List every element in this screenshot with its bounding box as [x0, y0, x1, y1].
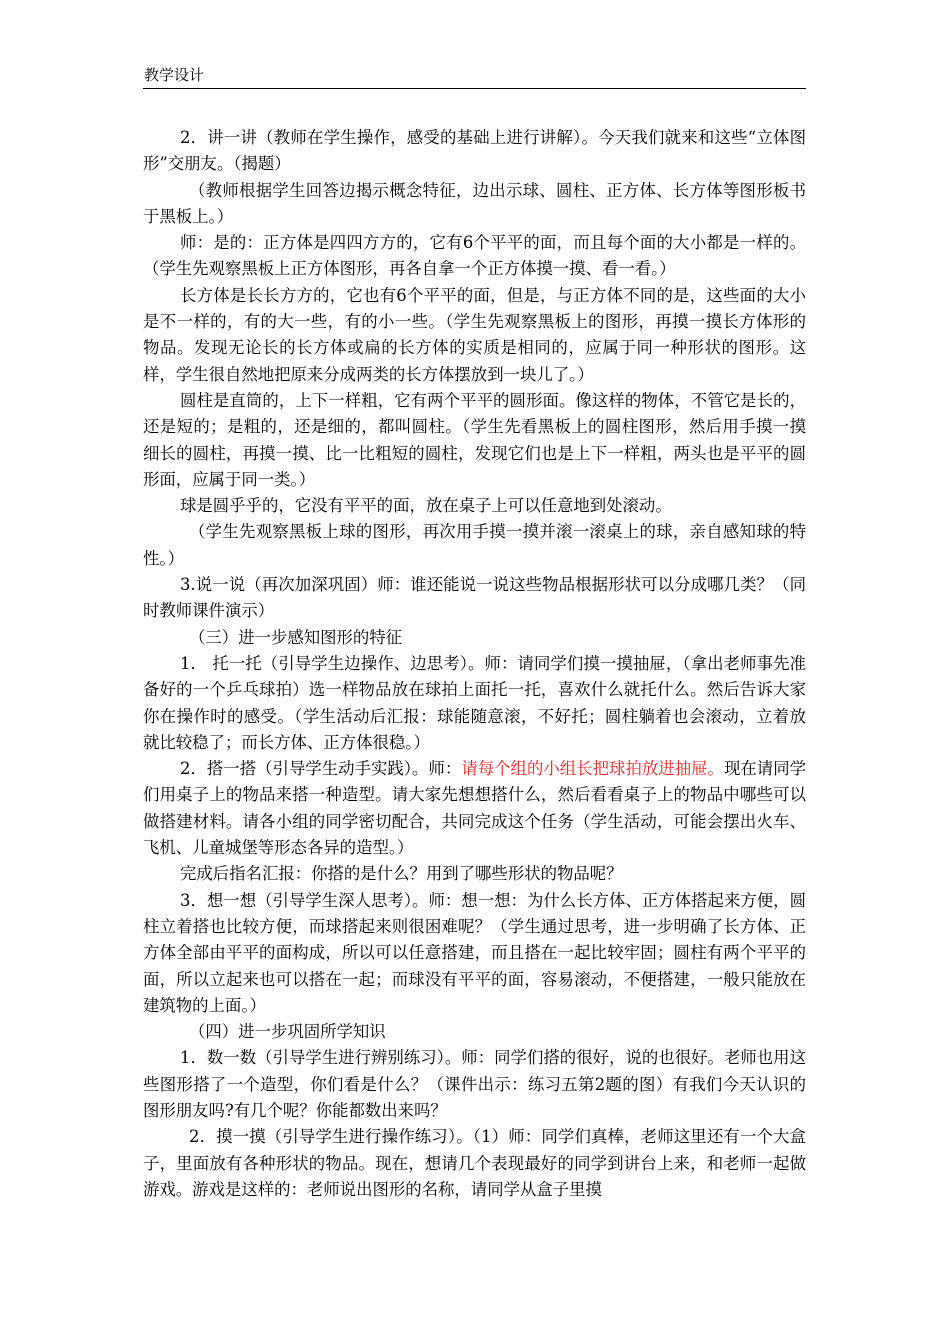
- highlighted-instruction: 请每个组的小组长把球拍放进抽屉。: [461, 759, 724, 779]
- document-body: [143, 125, 806, 1203]
- paragraph-think: 3．想一想（引导学生深人思考）。师：想一想：为什么长方体、正方体搭起来方便，圆柱立着搭也比较方便，而球搭起来则很困难呢？（学生通过思考，进一步明确了长方体、正方体全部由平平的面构成，所以可以任意搭建，而且搭在一起比较牢固；圆柱有两个平平的面，所以立起来也可以搭在一起；而球没有平平的面，容易滚动，不便搭建，一般只能放在建筑物的上面。）: [143, 890, 806, 1015]
- paragraph-sphere-activity: （学生先观察黑板上球的图形，再次用手摸一摸并滚一滚桌上的球，亲自感知球的特性。）: [143, 522, 806, 568]
- paragraph-touch: 2．摸一摸（引导学生进行操作练习）。（1）师：同学们真棒，老师这里还有一个大盒子，里面放有各种形状的物品。现在，想请几个表现最好的同学到讲台上来，和老师一起做游戏。游戏是这样的：老师说出图形的名称，请同学从盒子里摸: [143, 1127, 806, 1199]
- paragraph-cube: 师：是的：正方体是四四方方的，它有6个平平的面，而且每个面的大小都是一样的。 （学生先观察黑板上正方体图形，再各自拿一个正方体摸一摸、看一看。）: [143, 233, 806, 279]
- paragraph-cylinder: 圆柱是直筒的，上下一样粗，它有两个平平的圆形面。像这样的物体，不管它是长的，还是短的；是粗的，还是细的，都叫圆柱。（学生先看黑板上的圆柱图形，然后用手摸一摸细长的圆柱，再摸一摸、比一比粗短的圆柱，发现它们也是上下一样粗，两头也是平平的圆形面，应属于同一类。）: [143, 390, 806, 489]
- page-header: [143, 66, 806, 89]
- paragraph-build: [143, 756, 806, 861]
- build-text-before: 2．搭一搭（引导学生动手实践）。师：: [180, 759, 462, 779]
- paragraph-say: 3.说一说（再次加深巩固）师：谁还能说一说这些物品根据形状可以分成哪几类？（同时教师课件演示）: [143, 575, 806, 621]
- paragraph-teacher-note: （教师根据学生回答边揭示概念特征，边出示球、圆柱、正方体、长方体等图形板书于黑板上。）: [143, 180, 806, 226]
- paragraph-sphere: 球是圆乎乎的，它没有平平的面，放在桌子上可以任意地到处滚动。: [180, 496, 672, 516]
- section-heading-4: （四）进一步巩固所学知识: [189, 1022, 386, 1042]
- paragraph-explain: 2．讲一讲（教师在学生操作，感受的基础上进行讲解）。今天我们就来和这些“立体图形”交朋友。（揭题）: [143, 128, 806, 174]
- paragraph-hold: 1． 托一托（引导学生边操作、边思考）。师：请同学们摸一摸抽屉，（拿出老师事先准备好的一个乒乓球拍）选一样物品放在球拍上面托一托，喜欢什么就托什么。然后告诉大家你在操作时的感受。（学生活动后汇报：球能随意滚，不好托；圆柱躺着也会滚动，立着放就比较稳了；而长方体、正方体很稳。）: [143, 653, 806, 752]
- paragraph-report: 完成后指名汇报：你搭的是什么？用到了哪些形状的物品呢？: [180, 864, 623, 884]
- build-text-after: 现在请同学们用桌子上的物品来搭一种造型。请大家先想想搭什么，然后看看桌子上的物品中哪些可以做搭建材料。请各小组的同学密切配合，共同完成这个任务（学生活动，可能会摆出火车、飞机、儿童城堡等形态各异的造型。）: [143, 759, 807, 858]
- paragraph-count: 1．数一数（引导学生进行辨别练习）。师：同学们搭的很好，说的也很好。老师也用这些图形搭了一个造型，你们看是什么？（课件出示：练习五第2题的图）有我们今天认识的图形朋友吗?有几个呢？你能都数出来吗？: [143, 1048, 806, 1120]
- paragraph-cuboid: 长方体是长长方方的，它也有6个平平的面，但是，与正方体不同的是，这些面的大小是不一样的，有的大一些，有的小一些。（学生先观察黑板上的图形，再摸一摸长方体形的物品。发现无论长的长方体或扁的长方体的实质是相同的，应属于同一种形状的图形。这样，学生很自然地把原来分成两类的长方体摆放到一块儿了。）: [143, 285, 806, 384]
- header-title: 教学设计: [144, 66, 205, 84]
- section-heading-3: （三）进一步感知图形的特征: [189, 627, 403, 647]
